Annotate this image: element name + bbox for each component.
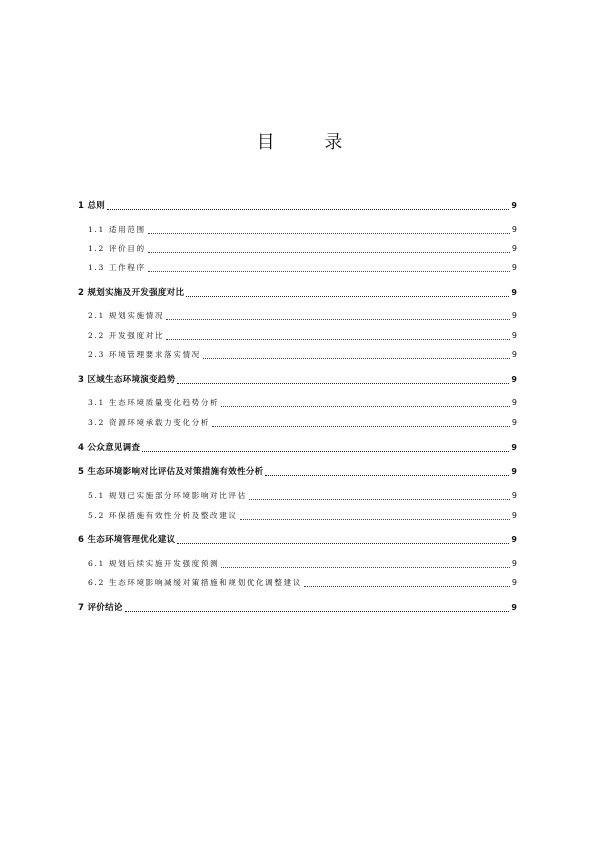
toc-entry[interactable] <box>88 242 517 256</box>
toc-page-number: 9 <box>511 603 517 612</box>
toc-entry[interactable] <box>78 465 517 479</box>
toc-entry-label: 2.1 规划实施情况 <box>88 311 165 320</box>
leader-dots <box>166 319 510 320</box>
toc-entry-label: 1 总则 <box>78 201 106 211</box>
toc-entry-label: 7 评价结论 <box>78 603 123 613</box>
toc-page-number: 9 <box>511 491 517 500</box>
leader-dots <box>221 567 510 568</box>
toc-entry-label: 2.2 开发强度对比 <box>88 331 165 340</box>
toc-entry-label: 4 公众意见调查 <box>78 443 141 453</box>
leader-dots <box>125 611 510 612</box>
toc-entry[interactable] <box>88 261 517 275</box>
toc-entry[interactable] <box>88 509 517 523</box>
leader-dots <box>304 586 510 587</box>
toc-entry[interactable] <box>88 489 517 503</box>
toc-page-number: 9 <box>511 578 517 587</box>
toc-page-number: 9 <box>511 263 517 272</box>
toc-entry-label: 2.3 环境管理要求落实情况 <box>88 350 201 359</box>
toc-entry-label: 6.1 规划后续实施开发强度预测 <box>88 559 220 568</box>
toc-entry[interactable] <box>78 601 517 615</box>
toc-page-number: 9 <box>511 311 517 320</box>
toc-page-number: 9 <box>511 331 517 340</box>
toc-entry-label: 5.2 环保措施有效性分析及整改建议 <box>88 511 238 520</box>
toc-title: 目 录 <box>256 132 343 153</box>
leader-dots <box>265 475 509 476</box>
leader-dots <box>142 451 509 452</box>
toc-entry-label: 1.1 适用范围 <box>88 225 146 234</box>
toc-page-number: 9 <box>511 418 517 427</box>
toc-page-number: 9 <box>511 201 517 210</box>
toc-entry-label: 2 规划实施及开发强度对比 <box>78 288 185 298</box>
leader-dots <box>221 406 510 407</box>
toc-entry[interactable] <box>88 348 517 362</box>
toc-entry[interactable] <box>88 329 517 343</box>
toc-entry[interactable] <box>88 309 517 323</box>
toc-page-number: 9 <box>511 443 517 452</box>
leader-dots <box>107 209 509 210</box>
leader-dots <box>177 383 509 384</box>
toc-entry[interactable] <box>78 199 517 213</box>
toc-entry[interactable] <box>88 416 517 430</box>
toc-entry[interactable] <box>78 286 517 300</box>
toc-entry[interactable] <box>88 557 517 571</box>
toc-entry-label: 5.1 规划已实施部分环境影响对比评估 <box>88 491 247 500</box>
toc-entry[interactable] <box>78 373 517 387</box>
toc-page-number: 9 <box>511 511 517 520</box>
leader-dots <box>148 233 510 234</box>
toc-entry-label: 3.1 生态环境质量变化趋势分析 <box>88 398 220 407</box>
toc-entry[interactable] <box>78 533 517 547</box>
leader-dots <box>212 426 510 427</box>
leader-dots <box>148 252 510 253</box>
toc-page-number: 9 <box>511 375 517 384</box>
leader-dots <box>249 499 510 500</box>
toc-entry-label: 5 生态环境影响对比评估及对策措施有效性分析 <box>78 467 264 477</box>
toc-page-number: 9 <box>511 288 517 297</box>
toc-page-number: 9 <box>511 225 517 234</box>
toc-entry-label: 1.2 评价目的 <box>88 244 146 253</box>
toc-entry-label: 3 区域生态环境演变趋势 <box>78 375 176 385</box>
toc-entry[interactable] <box>78 441 517 455</box>
leader-dots <box>186 296 509 297</box>
toc-page-number: 9 <box>511 398 517 407</box>
toc-page-number: 9 <box>511 350 517 359</box>
toc-page-number: 9 <box>511 244 517 253</box>
leader-dots <box>148 271 510 272</box>
leader-dots <box>177 543 509 544</box>
leader-dots <box>203 358 510 359</box>
toc-entry[interactable] <box>88 576 517 590</box>
toc-entry-label: 3.2 资源环境承载力变化分析 <box>88 418 211 427</box>
toc-page-number: 9 <box>511 535 517 544</box>
toc-page-number: 9 <box>511 559 517 568</box>
toc-entry-label: 6.2 生态环境影响减缓对策措施和规划优化调整建议 <box>88 578 302 587</box>
toc-entry-label: 1.3 工作程序 <box>88 263 146 272</box>
toc-entry[interactable] <box>88 396 517 410</box>
leader-dots <box>240 519 510 520</box>
toc-page-number: 9 <box>511 467 517 476</box>
toc-entry-label: 6 生态环境管理优化建议 <box>78 535 176 545</box>
leader-dots <box>166 339 510 340</box>
toc-entry[interactable] <box>88 223 517 237</box>
